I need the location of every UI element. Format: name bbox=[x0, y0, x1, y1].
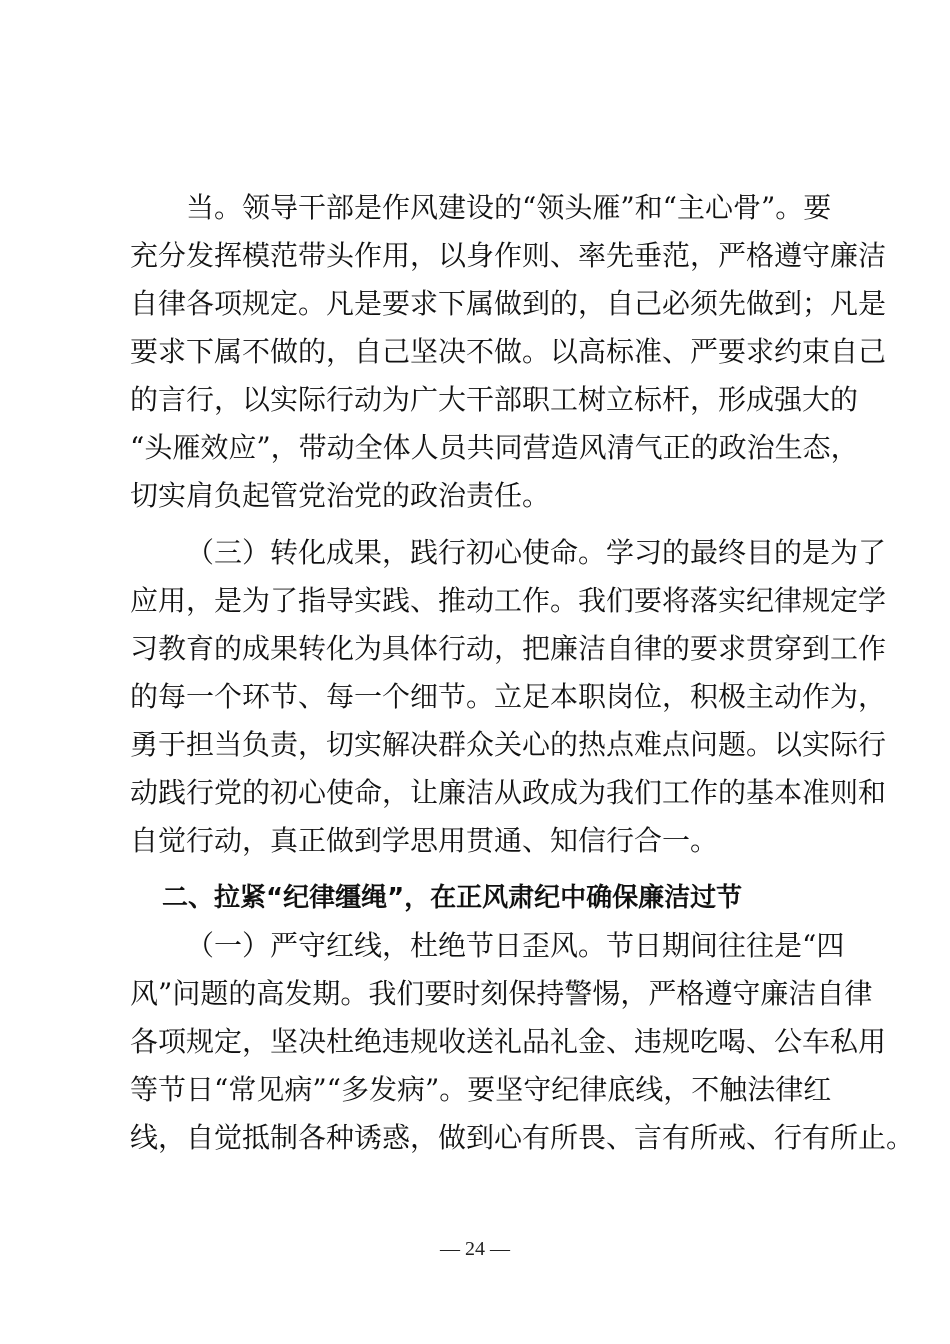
text-line: （三）转化成果，践行初心使命。学习的最终目的是为了 bbox=[186, 536, 887, 569]
document-body bbox=[130, 184, 915, 1162]
text-line: 线，自觉抵制各种诱惑，做到心有所畏、言有所戒、行有所止。 bbox=[130, 1121, 915, 1154]
text-line: 自觉行动，真正做到学思用贯通、知信行合一。 bbox=[130, 824, 719, 857]
text-line: 当。领导干部是作风建设的“领头雁”和“主心骨”。要 bbox=[186, 191, 832, 224]
text-line: 风”问题的高发期。我们要时刻保持警惕，严格遵守廉洁自律 bbox=[130, 977, 873, 1010]
paragraph-red-line bbox=[130, 922, 915, 1162]
text-line: 要求下属不做的，自己坚决不做。以高标准、严要求约束自己 bbox=[130, 335, 887, 368]
text-line: 习教育的成果转化为具体行动，把廉洁自律的要求贯穿到工作 bbox=[130, 632, 887, 665]
text-line: 充分发挥模范带头作用，以身作则、率先垂范，严格遵守廉洁 bbox=[130, 239, 887, 272]
text-line: 各项规定，坚决杜绝违规收送礼品礼金、违规吃喝、公车私用 bbox=[130, 1025, 887, 1058]
text-line: 勇于担当负责，切实解决群众关心的热点难点问题。以实际行 bbox=[130, 728, 887, 761]
page-number: — 24 — bbox=[440, 1238, 510, 1260]
paragraph-leadership bbox=[130, 184, 887, 520]
text-line: 动践行党的初心使命，让廉洁从政成为我们工作的基本准则和 bbox=[130, 776, 887, 809]
text-line: 等节日“常见病”“多发病”。要坚守纪律底线，不触法律红 bbox=[130, 1073, 832, 1106]
text-line: （一）严守红线，杜绝节日歪风。节日期间往往是“四 bbox=[186, 929, 845, 962]
text-line: “头雁效应”，带动全体人员共同营造风清气正的政治生态， bbox=[130, 431, 859, 464]
text-line: 自律各项规定。凡是要求下属做到的，自己必须先做到；凡是 bbox=[130, 287, 887, 320]
text-line: 的每一个环节、每一个细节。立足本职岗位，积极主动作为， bbox=[130, 680, 887, 713]
text-line: 应用，是为了指导实践、推动工作。我们要将落实纪律规定学 bbox=[130, 584, 887, 617]
text-line: 的言行，以实际行动为广大干部职工树立标杆，形成强大的 bbox=[130, 383, 859, 416]
text-line: 切实肩负起管党治党的政治责任。 bbox=[130, 479, 551, 512]
section-heading: 二、拉紧“纪律缰绳”，在正风肃纪中确保廉洁过节 bbox=[162, 883, 743, 913]
paragraph-transform-results bbox=[130, 529, 887, 865]
